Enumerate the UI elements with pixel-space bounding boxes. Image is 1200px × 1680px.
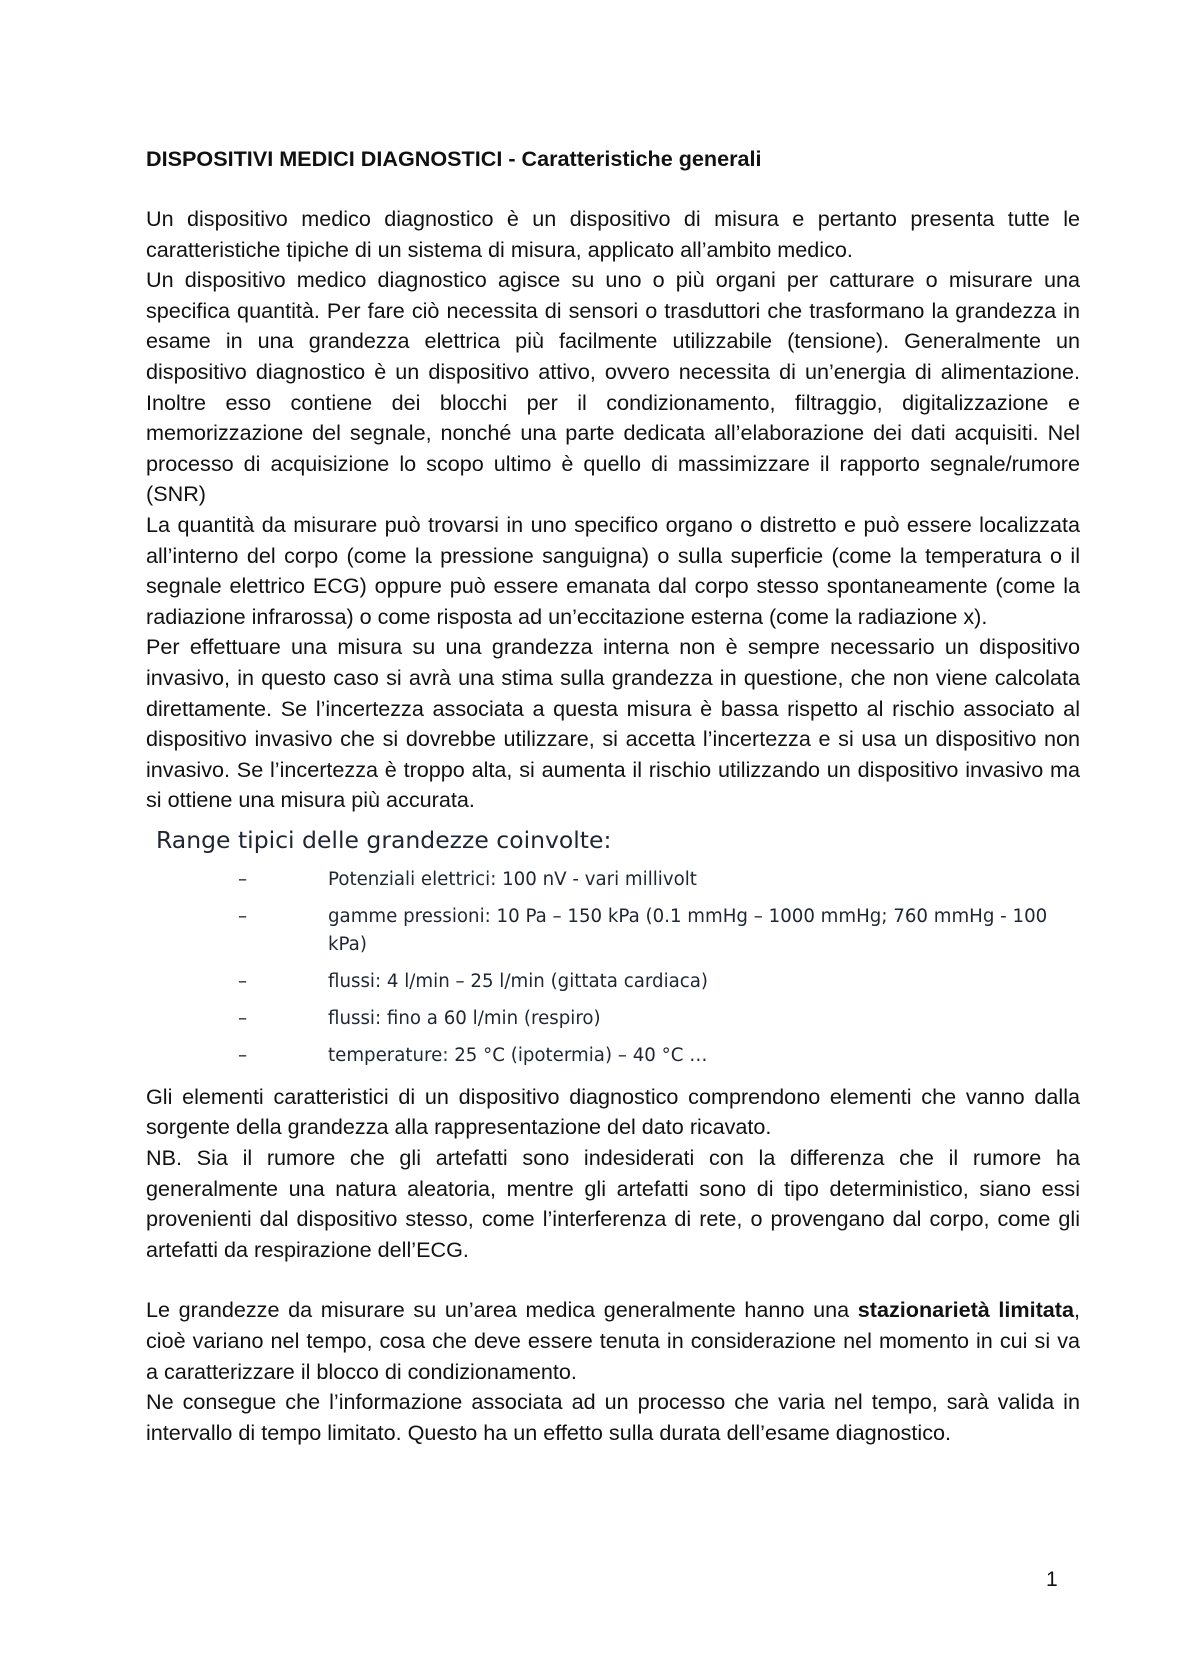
list-item — [156, 866, 1080, 894]
list-item — [156, 1005, 1080, 1033]
list-dash: – — [238, 868, 248, 890]
stationarity-text-after: , cioè variano nel tempo, cosa che deve essere tenuta in considerazione nel momento in cui si va a caratterizzare il blocco di condizionamento. — [146, 1297, 1081, 1384]
list-item-text: flussi: fino a 60 l/min (respiro) — [328, 1007, 601, 1029]
stationarity-paragraph — [146, 1295, 1080, 1387]
stationarity-text-before: Le grandezze da misurare su un’area medica generalmente hanno una — [146, 1297, 858, 1323]
paragraph: La quantità da misurare può trovarsi in uno specifico organo o distretto e può essere localizzata all’interno del corpo (come la pressione sanguigna) o sulla superficie (come la temperatura o il segnale elettrico ECG) oppure può essere emanata dal corpo stesso spontaneamente (come la radiazione infrarossa) o come risposta ad un’eccitazione esterna (come la radiazione x). — [146, 511, 1080, 629]
ranges-figure — [156, 822, 1080, 1070]
list-item-text: flussi: 4 l/min – 25 l/min (gittata cardiaca) — [328, 970, 709, 992]
paragraph: NB. Sia il rumore che gli artefatti sono indesiderati con la differenza che il rumore ha generalmente una natura aleatoria, mentre gli artefatti sono di tipo deterministico, siano essi provenienti dal dispositivo stesso, come l’interferenza di rete, o provengano dal corpo, come gli artefatti da respirazione dell’ECG. — [146, 1145, 1080, 1262]
paragraph: Gli elementi caratteristici di un dispositivo diagnostico comprendono elementi che vanno dalla sorgente della grandezza alla rappresentazione del dato ricavato. — [146, 1083, 1080, 1140]
page-number: 1 — [1046, 1568, 1058, 1591]
list-item — [156, 1042, 1080, 1070]
stationarity-bold-term: stazionarietà limitata — [857, 1297, 1075, 1323]
page-content — [146, 144, 1080, 1448]
list-item — [156, 968, 1080, 996]
list-item — [156, 903, 1080, 959]
list-dash: – — [238, 1044, 248, 1066]
figure-title: Range tipici delle grandezze coinvolte: — [156, 825, 612, 854]
ranges-list — [156, 866, 1080, 1070]
list-dash: – — [238, 970, 248, 992]
paragraph: Un dispositivo medico diagnostico agisce su uno o più organi per catturare o misurare una specifica quantità. Per fare ciò necessita di sensori o trasduttori che trasformano la grandezza in esame in una grandezza elettrica più facilmente utilizzabile (tensione). Generalmente un dispositivo diagnostico è un dispositivo attivo, ovvero necessita di un’energia di alimentazione. Inoltre esso contiene dei blocchi per il condizionamento, filtraggio, digitalizzazione e memorizzazione del segnale, nonché una parte dedicata all’elaborazione dei dati acquisiti. Nel processo di acquisizione lo scopo ultimo è quello di massimizzare il rapporto segnale/rumore (SNR) — [146, 267, 1080, 507]
paragraph: Per effettuare una misura su una grandezza interna non è sempre necessario un dispositivo invasivo, in questo caso si avrà una stima sulla grandezza in questione, che non viene calcolata direttamente. Se l’incertezza associata a questa misura è bassa rispetto al rischio associato al dispositivo invasivo che si dovrebbe utilizzare, si accetta l’incertezza e si usa un dispositivo non invasivo. Se l’incertezza è troppo alta, si aumenta il rischio utilizzando un dispositivo invasivo ma si ottiene una misura più accurata. — [146, 634, 1080, 813]
closing-paragraph: Ne consegue che l’informazione associata ad un processo che varia nel tempo, sarà valida in intervallo di tempo limitato. Questo ha un effetto sulla durata dell’esame diagnostico. — [146, 1389, 1080, 1445]
list-dash: – — [238, 905, 248, 927]
list-item-text: Potenziali elettrici: 100 nV - vari millivolt — [328, 868, 697, 890]
paragraph: Un dispositivo medico diagnostico è un dispositivo di misura e pertanto presenta tutte le caratteristiche tipiche di un sistema di misura, applicato all’ambito medico. — [146, 206, 1080, 262]
page-title: DISPOSITIVI MEDICI DIAGNOSTICI - Caratteristiche generali — [146, 146, 762, 171]
list-dash: – — [238, 1007, 248, 1029]
list-item-text: temperature: 25 °C (ipotermia) – 40 °C … — [328, 1044, 708, 1066]
paragraph-gap — [146, 1265, 1080, 1295]
list-item-text: gamme pressioni: 10 Pa – 150 kPa (0.1 mmHg – 1000 mmHg; 760 mmHg - 100 kPa) — [328, 905, 1048, 955]
